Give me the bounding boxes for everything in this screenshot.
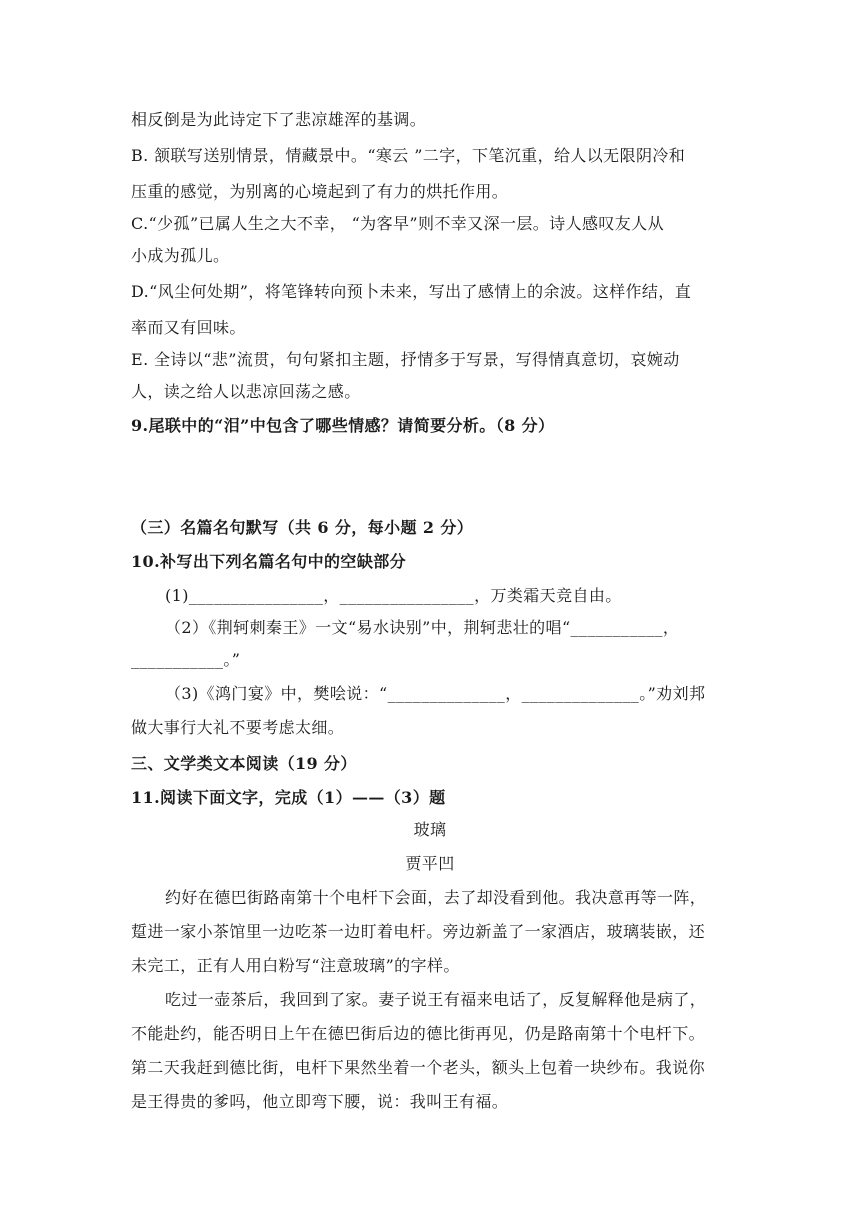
passage-line: 是王得贵的爹吗，他立即弯下腰，说：我叫王有福。	[131, 1092, 509, 1111]
fill-blank-3: （3)《鸿门宴》中，樊哙说：“______________，______________。”劝刘邦	[165, 684, 706, 703]
passage-line: 不能赴约，能否明日上午在德巴街后边的德比街再见，仍是路南第十个电杆下。	[131, 1024, 706, 1043]
passage-line: 吃过一壶茶后，我回到了家。妻子说王有福来电话了，反复解释他是病了，	[165, 990, 707, 1009]
text-line: 小成为孤儿。	[131, 246, 230, 265]
section-heading: 三、文学类文本阅读（19 分）	[131, 754, 357, 773]
question-10: 10.补写出下列名篇名句中的空缺部分	[131, 552, 407, 571]
text-line: 相反倒是为此诗定下了悲凉雄浑的基调。	[131, 110, 427, 129]
option-c-line: C.“少孤”已属人生之大不幸， “为客早”则不幸又深一层。诗人感叹友人从	[131, 214, 664, 233]
text-line: ___________。”	[131, 650, 241, 669]
text-line: 率而又有回味。	[131, 318, 246, 337]
option-d-line: D.“风尘何处期”，将笔锋转向预卜未来，写出了感情上的余波。这样作结，直	[131, 282, 692, 301]
passage-author: 贾平凹	[405, 854, 455, 873]
passage-title: 玻璃	[413, 820, 447, 839]
passage-line: 第二天我赶到德比街，电杆下果然坐着一个老头，额头上包着一块纱布。我说你	[131, 1058, 706, 1077]
text-line: 做大事行大礼不要考虑太细。	[131, 718, 345, 737]
option-b-line: B. 颔联写送别情景，情藏景中。“寒云 ”二字，下笔沉重，给人以无限阴冷和	[131, 146, 686, 165]
passage-line: 未完工，正有人用白粉写“注意玻璃”的字样。	[131, 956, 460, 975]
section-heading: （三）名篇名句默写（共 6 分，每小题 2 分）	[131, 518, 474, 537]
option-e-line: E. 全诗以“悲”流贯，句句紧扣主题，抒情多于写景，写得情真意切，哀婉动	[131, 350, 680, 369]
text-line: 压重的感觉，为别离的心境起到了有力的烘托作用。	[131, 182, 509, 201]
passage-line: 约好在德巴街路南第十个电杆下会面，去了却没看到他。我决意再等一阵，	[165, 888, 707, 907]
fill-blank-1: (1)________________，________________，万类霜天竞自由。	[165, 586, 622, 605]
fill-blank-2: （2）《荆轲刺秦王》一文“易水诀别”中，荆轲悲壮的唱“___________，	[165, 618, 680, 637]
passage-line: 踅进一家小茶馆里一边吃茶一边盯着电杆。旁边新盖了一家酒店，玻璃装嵌，还	[131, 922, 706, 941]
question-9: 9.尾联中的“泪”中包含了哪些情感？请简要分析。（8 分）	[131, 416, 555, 435]
question-11: 11.阅读下面文字，完成（1）——（3）题	[131, 788, 446, 807]
text-line: 人，读之给人以悲凉回荡之感。	[131, 382, 361, 401]
